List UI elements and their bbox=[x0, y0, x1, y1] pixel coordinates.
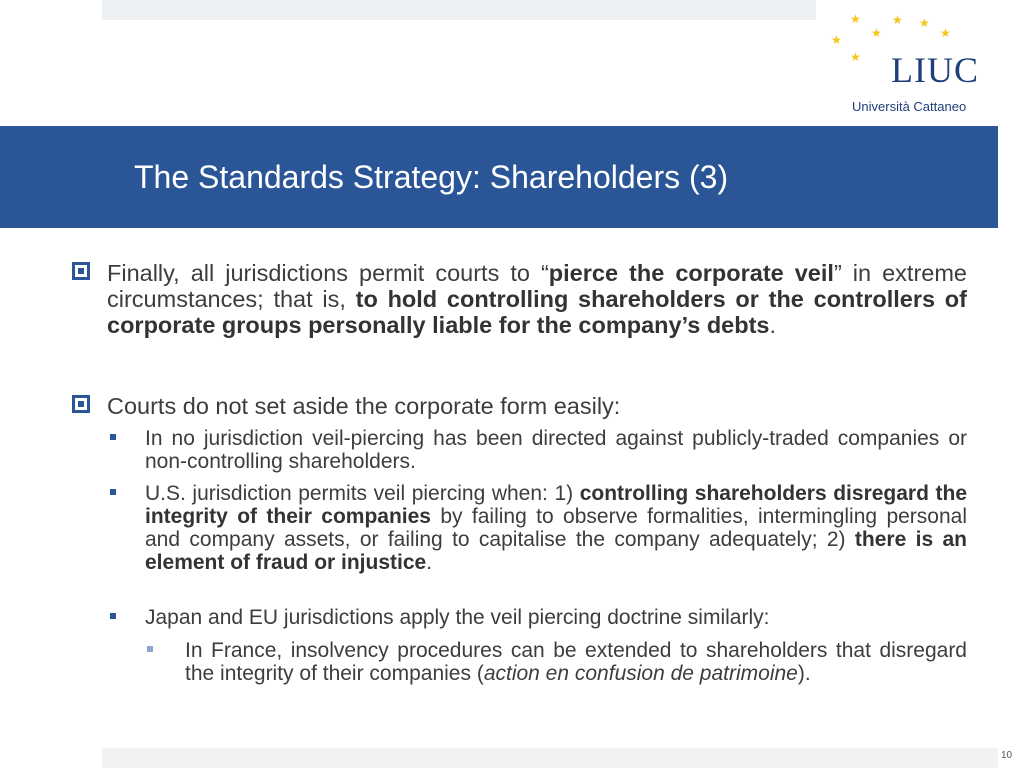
text-run: In France, insolvency procedures can be extended to shareholders that disregard the integrity of their companies ( bbox=[185, 639, 967, 685]
text-run: . bbox=[769, 312, 777, 338]
svg-text:★: ★ bbox=[871, 26, 882, 40]
text-run: In no jurisdiction veil-piercing has been directed against publicly-traded companies or non-controlling shareholders. bbox=[145, 427, 967, 473]
bottom-decor-strip bbox=[102, 748, 998, 768]
small-square-bullet-icon bbox=[147, 646, 153, 652]
small-square-bullet-icon bbox=[110, 434, 116, 440]
svg-text:★: ★ bbox=[892, 13, 903, 27]
text-run: to hold controlling shareholders or the controllers of corporate groups personally liable for the company’s debts bbox=[107, 286, 967, 338]
text-run: ” in extreme circumstances; that is, bbox=[107, 260, 967, 312]
sub-bullet-1 bbox=[145, 427, 967, 473]
bullet-2 bbox=[107, 393, 967, 419]
logo-subtitle: Università Cattaneo bbox=[852, 99, 967, 114]
text-run: . bbox=[426, 551, 433, 574]
page-number: 10 bbox=[1001, 750, 1013, 761]
text-run: action en confusion de patrimoine bbox=[483, 662, 798, 685]
text-run: pierce the corporate veil bbox=[548, 260, 834, 286]
svg-text:★: ★ bbox=[831, 33, 842, 47]
bullet-1 bbox=[107, 260, 967, 338]
svg-text:★: ★ bbox=[940, 26, 951, 40]
square-bullet-icon bbox=[72, 395, 90, 413]
text-run: Finally, all jurisdictions permit courts to “ bbox=[107, 260, 549, 286]
sub-bullet-3 bbox=[145, 606, 967, 629]
svg-text:★: ★ bbox=[919, 16, 930, 30]
svg-text:★: ★ bbox=[850, 12, 861, 26]
small-square-bullet-icon bbox=[110, 613, 116, 619]
slide-title: The Standards Strategy: Shareholders (3) bbox=[134, 159, 729, 195]
text-run: controlling shareholders disregard the integrity of their companies bbox=[145, 482, 968, 528]
text-run: U.S. jurisdiction permits veil piercing when: 1) bbox=[145, 482, 580, 505]
sub-sub-bullet-1 bbox=[185, 639, 967, 685]
logo-name: LIUC bbox=[891, 50, 979, 90]
square-bullet-icon bbox=[72, 262, 90, 280]
svg-text:★: ★ bbox=[850, 50, 861, 64]
text-run: ). bbox=[797, 662, 811, 685]
text-run: by failing to observe formalities, intermingling personal and company assets, or failing to capitalise the company adequately; 2) bbox=[145, 505, 968, 551]
text-run: there is an element of fraud or injustice bbox=[145, 528, 967, 574]
text-run: Courts do not set aside the corporate form easily: bbox=[107, 393, 621, 419]
small-square-bullet-icon bbox=[110, 489, 116, 495]
text-run: Japan and EU jurisdictions apply the veil piercing doctrine similarly: bbox=[145, 606, 770, 629]
sub-bullet-2 bbox=[145, 482, 967, 574]
